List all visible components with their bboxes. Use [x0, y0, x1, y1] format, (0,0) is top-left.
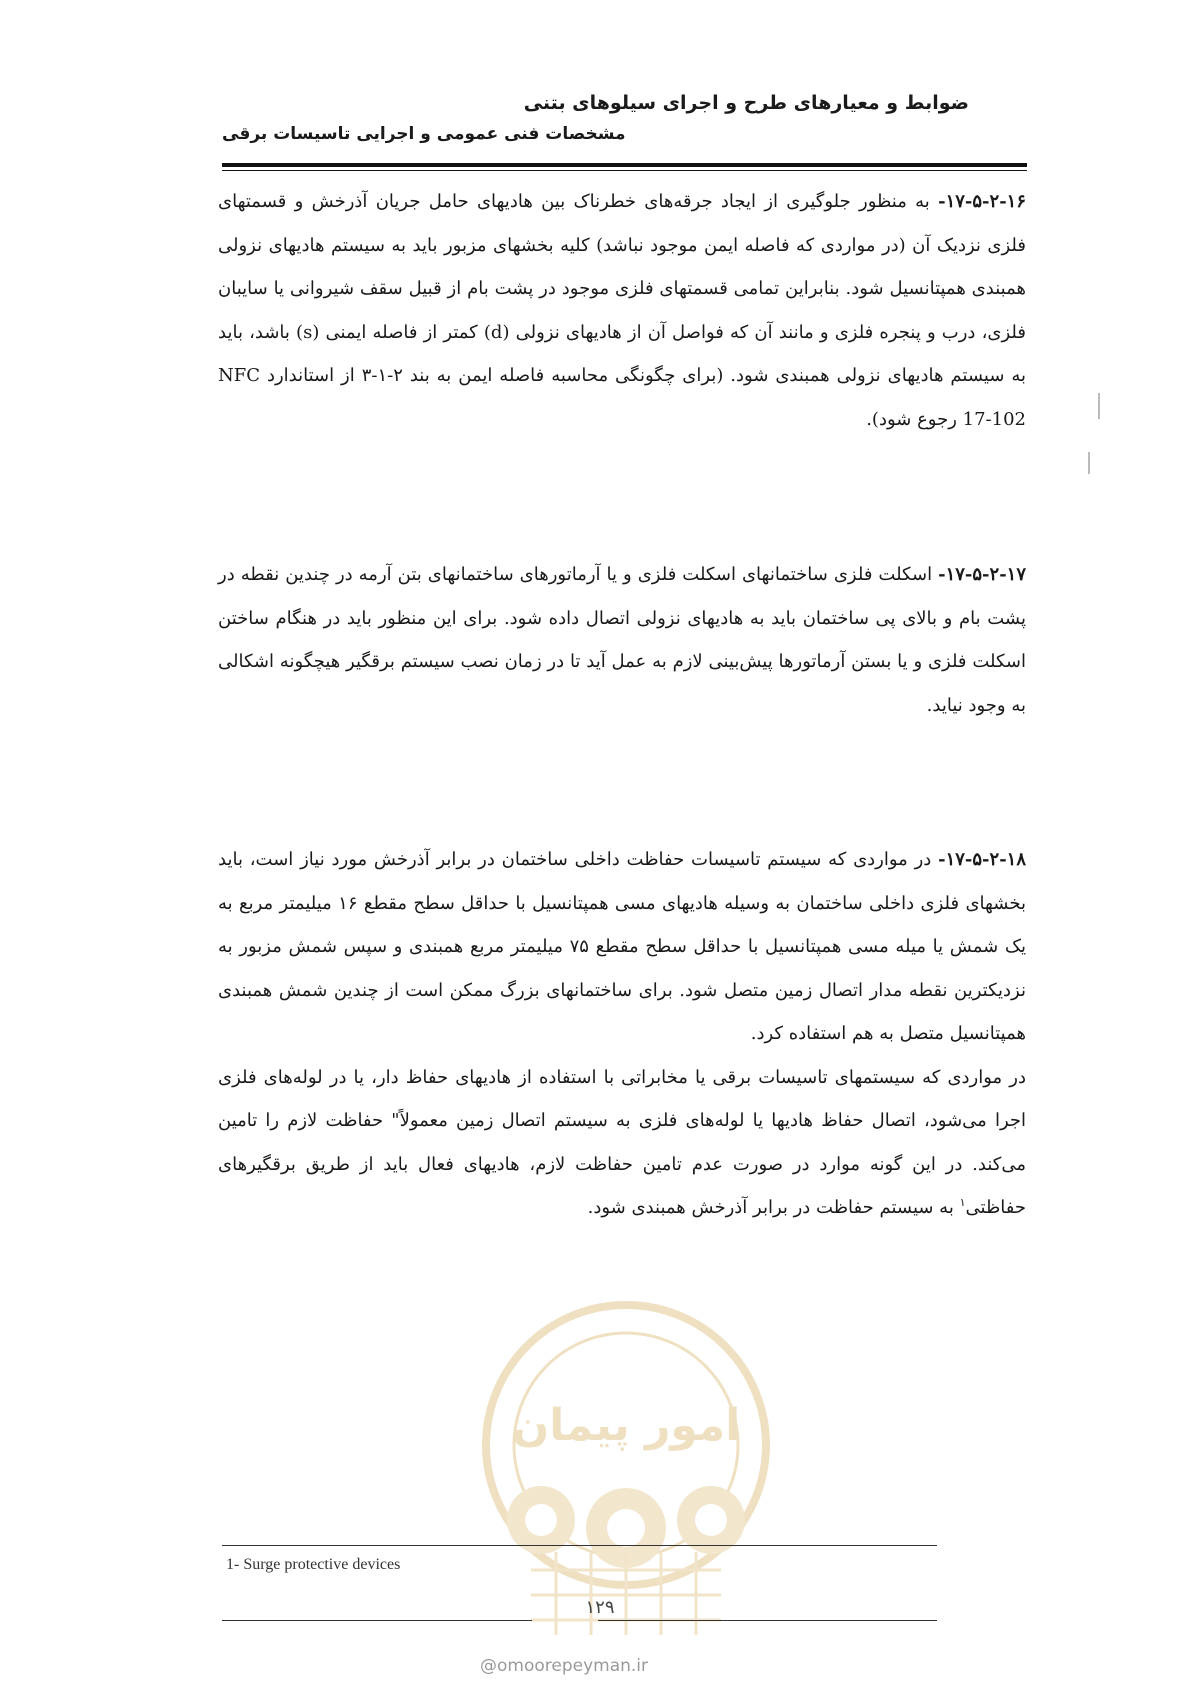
header-rule-thin: [222, 170, 1027, 171]
paragraph-text: اسکلت فلزی ساختمانهای اسکلت فلزی و یا آرماتورهای ساختمانهای بتن آرمه در چندین نقطه در پشت بام و بالای پی ساختمان باید به هادیهای نزولی اتصال داده شود. برای این منظور باید در هنگام ساختن اسکلت فلزی و یا بستن آرماتورها پیش‌بینی لازم به عمل آید تا در زمان نصب سیستم برقگیر هیچگونه اشکالی به وجود نیاید.: [218, 564, 1027, 716]
paragraph-continuation-end: به سیستم حفاظت در برابر آذرخش همبندی شود.: [587, 1197, 954, 1218]
credit-watermark: @omoorepeyman.ir: [480, 1656, 649, 1676]
scan-mark: [1098, 393, 1100, 419]
footnote-rule-top: [222, 1545, 937, 1546]
paragraph-18: [218, 838, 1026, 1230]
footnote-reference: ۱: [959, 1196, 966, 1209]
paragraph-continuation: در مواردی که سیستمهای تاسیسات برقی یا مخابراتی با استفاده از هادیهای حفاظ دار، یا در لوله‌های فلزی اجرا می‌شود، اتصال حفاظ هادیها یا لوله‌های فلزی به سیستم اتصال زمین معمولاً" حفاظت لازم را تامین می‌کند. در این گونه موارد در صورت عدم تامین حفاظت لازم، هادیهای فعال باید از طریق برقگیرهای حفاظتی: [218, 1066, 1026, 1218]
book-title: ضوابط و معیارهای طرح و اجرای سیلوهای بتنی: [523, 92, 969, 114]
paragraph-number: ۱۷-۵-۲-۱۷-: [938, 564, 1026, 585]
page-number: ۱۲۹: [585, 1597, 615, 1618]
paragraph-text: به منظور جلوگیری از ایجاد جرقه‌های خطرناک بین هادیهای حامل جریان آذرخش و قسمتهای فلزی نزدیک آن (در مواردی که فاصله ایمن موجود نباشد) کلیه بخشهای مزبور باید به سیستم هادیهای نزولی همبندی همپتانسیل شود. بنابراین تمامی قسمتهای فلزی موجود در پشت بام از قبیل سقف شیروانی یا سایبان فلزی، درب و پنجره فلزی و مانند آن که فواصل آن از هادیهای نزولی (d) کمتر از فاصله ایمنی (s) باشد، باید به سیستم هادیهای نزولی همبندی شود. (برای چگونگی محاسبه فاصله ایمن به بند ۲-۱-۳ از استاندارد NFC 17-102 رجوع شود).: [218, 191, 1027, 430]
section-title: مشخصات فنی عمومی و اجرایی تاسیسات برقی: [222, 124, 626, 144]
paragraph-number: ۱۷-۵-۲-۱۸-: [938, 849, 1026, 870]
paragraph-16: [218, 180, 1026, 441]
scan-mark: [1088, 452, 1090, 474]
footnote: 1- Surge protective devices: [226, 1556, 401, 1573]
header-rule-thick: [222, 163, 1027, 167]
watermark-seal: [471, 1290, 781, 1640]
watermark-brand: امور پیمان: [511, 1400, 741, 1451]
paragraph-17: [218, 553, 1026, 727]
paragraph-number: ۱۷-۵-۲-۱۶-: [938, 191, 1026, 212]
footer-rule-left: [222, 1620, 532, 1621]
paragraph-text: در مواردی که سیستم تاسیسات حفاظت داخلی ساختمان در برابر آذرخش مورد نیاز است، باید بخشهای فلزی داخلی ساختمان به وسیله هادیهای مسی همپتانسیل با حداقل سطح مقطع ۱۶ میلیمتر مربع به یک شمش یا میله مسی همپتانسیل با حداقل سطح مقطع ۷۵ میلیمتر مربع همبندی و سپس شمش مزبور به نزدیکترین نقطه مدار اتصال زمین متصل شود. برای ساختمانهای بزرگ ممکن است از چندین شمش همبندی همپتانسیل متصل به هم استفاده کرد.: [218, 849, 1026, 1044]
footer-rule-right: [598, 1620, 937, 1621]
